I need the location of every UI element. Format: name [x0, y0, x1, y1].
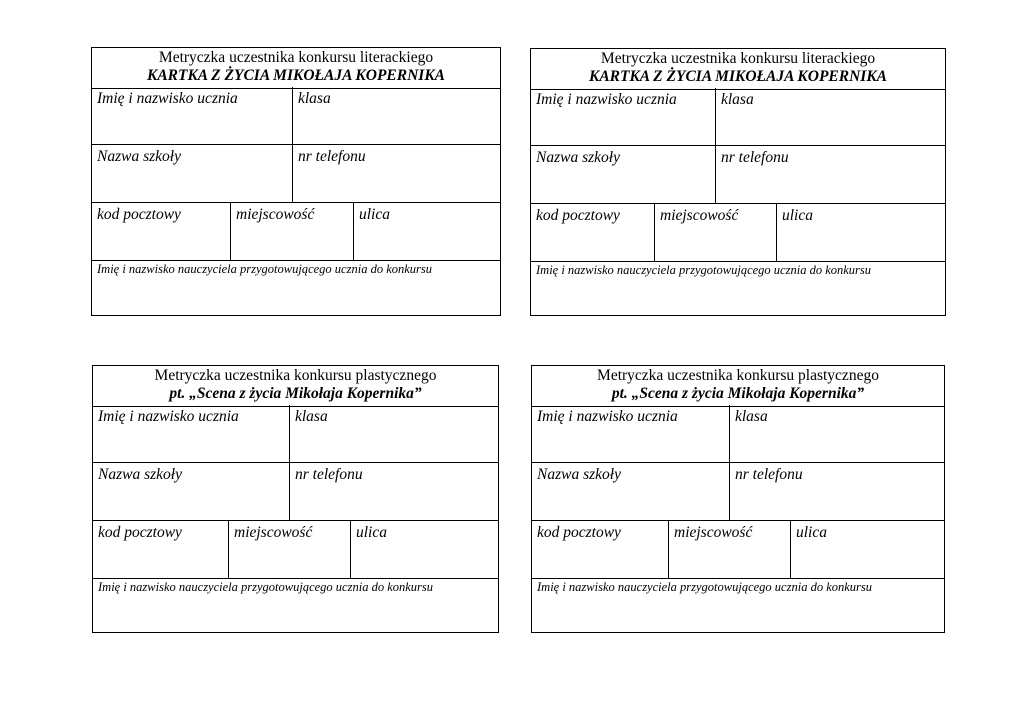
school-name-field[interactable] — [532, 463, 729, 520]
row-teacher — [92, 261, 500, 315]
class-label: klasa — [298, 90, 331, 107]
form-subtitle: pt. „Scena z życia Mikołaja Kopernika” — [611, 385, 865, 402]
street-label: ulica — [359, 206, 390, 223]
city-label: miejscowość — [674, 524, 753, 541]
street-field[interactable] — [790, 521, 944, 578]
city-label: miejscowość — [660, 207, 739, 224]
postal-code-label: kod pocztowy — [536, 207, 620, 224]
school-name-field[interactable] — [531, 146, 715, 203]
teacher-label: Imię i nazwisko nauczyciela przygotowującego ucznia do konkursu — [97, 262, 433, 276]
row-school-phone — [93, 463, 498, 521]
row-school-phone — [531, 146, 945, 204]
row-teacher — [531, 262, 945, 315]
school-name-label: Nazwa szkoły — [537, 466, 621, 483]
row-address — [92, 203, 500, 261]
school-name-label: Nazwa szkoły — [536, 149, 620, 166]
row-student-class — [532, 405, 944, 463]
postal-code-field[interactable] — [531, 204, 654, 261]
phone-field[interactable] — [289, 463, 498, 520]
form-header — [92, 48, 500, 89]
street-field[interactable] — [353, 203, 500, 260]
form-header — [532, 366, 944, 407]
class-field[interactable] — [289, 405, 498, 462]
phone-field[interactable] — [715, 146, 945, 203]
student-name-label: Imię i nazwisko ucznia — [98, 408, 239, 425]
city-label: miejscowość — [236, 206, 315, 223]
phone-field[interactable] — [292, 145, 500, 202]
class-field[interactable] — [715, 88, 945, 145]
postal-code-field[interactable] — [92, 203, 230, 260]
teacher-field[interactable] — [93, 579, 498, 632]
class-field[interactable] — [729, 405, 944, 462]
student-name-field[interactable] — [92, 87, 292, 144]
school-name-field[interactable] — [93, 463, 289, 520]
form-subtitle: KARTKA Z ŻYCIA MIKOŁAJA KOPERNIKA — [588, 68, 888, 85]
row-student-class — [92, 87, 500, 145]
city-field[interactable] — [668, 521, 790, 578]
row-teacher — [93, 579, 498, 632]
street-field[interactable] — [776, 204, 945, 261]
postal-code-label: kod pocztowy — [97, 206, 181, 223]
school-name-field[interactable] — [92, 145, 292, 202]
row-school-phone — [92, 145, 500, 203]
city-field[interactable] — [654, 204, 776, 261]
postal-code-label: kod pocztowy — [98, 524, 182, 541]
class-label: klasa — [721, 91, 754, 108]
teacher-field[interactable] — [92, 261, 500, 315]
form-subtitle: KARTKA Z ŻYCIA MIKOŁAJA KOPERNIKA — [146, 67, 446, 84]
form-subtitle: pt. „Scena z życia Mikołaja Kopernika” — [169, 385, 422, 402]
phone-label: nr telefonu — [298, 148, 366, 165]
postal-code-label: kod pocztowy — [537, 524, 621, 541]
student-name-label: Imię i nazwisko ucznia — [537, 408, 678, 425]
row-address — [531, 204, 945, 262]
entry-form-literary-right — [530, 48, 946, 316]
street-label: ulica — [782, 207, 813, 224]
form-header — [93, 366, 498, 407]
teacher-label: Imię i nazwisko nauczyciela przygotowującego ucznia do konkursu — [536, 263, 872, 277]
entry-form-art-right — [531, 365, 945, 633]
form-title: Metryczka uczestnika konkursu plastycznego — [154, 367, 437, 384]
street-label: ulica — [356, 524, 387, 541]
row-student-class — [531, 88, 945, 146]
teacher-label: Imię i nazwisko nauczyciela przygotowującego ucznia do konkursu — [98, 580, 434, 594]
row-address — [532, 521, 944, 579]
school-name-label: Nazwa szkoły — [97, 148, 181, 165]
phone-label: nr telefonu — [295, 466, 363, 483]
student-name-label: Imię i nazwisko ucznia — [536, 91, 677, 108]
city-field[interactable] — [230, 203, 353, 260]
street-label: ulica — [796, 524, 827, 541]
teacher-label: Imię i nazwisko nauczyciela przygotowującego ucznia do konkursu — [537, 580, 873, 594]
class-label: klasa — [735, 408, 768, 425]
school-name-label: Nazwa szkoły — [98, 466, 182, 483]
student-name-field[interactable] — [531, 88, 715, 145]
teacher-field[interactable] — [532, 579, 944, 632]
entry-form-literary-left — [91, 47, 501, 316]
form-title: Metryczka uczestnika konkursu literackiego — [158, 49, 434, 66]
city-field[interactable] — [228, 521, 350, 578]
form-title: Metryczka uczestnika konkursu literackiego — [600, 50, 876, 67]
row-teacher — [532, 579, 944, 632]
phone-label: nr telefonu — [735, 466, 803, 483]
class-label: klasa — [295, 408, 328, 425]
student-name-field[interactable] — [93, 405, 289, 462]
street-field[interactable] — [350, 521, 498, 578]
phone-field[interactable] — [729, 463, 944, 520]
teacher-field[interactable] — [531, 262, 945, 315]
student-name-field[interactable] — [532, 405, 729, 462]
row-school-phone — [532, 463, 944, 521]
postal-code-field[interactable] — [532, 521, 668, 578]
phone-label: nr telefonu — [721, 149, 789, 166]
row-address — [93, 521, 498, 579]
class-field[interactable] — [292, 87, 500, 144]
form-header — [531, 49, 945, 90]
entry-form-art-left — [92, 365, 499, 633]
row-student-class — [93, 405, 498, 463]
city-label: miejscowość — [234, 524, 313, 541]
form-title: Metryczka uczestnika konkursu plastycznego — [597, 367, 879, 384]
postal-code-field[interactable] — [93, 521, 228, 578]
student-name-label: Imię i nazwisko ucznia — [97, 90, 238, 107]
